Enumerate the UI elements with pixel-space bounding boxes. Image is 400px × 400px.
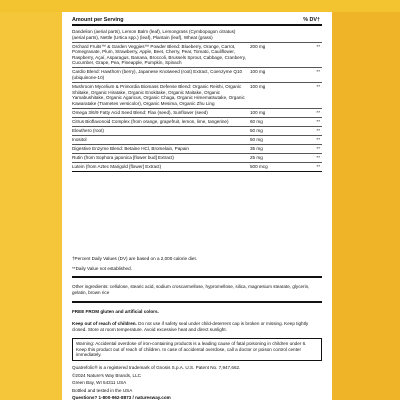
daily-value-header: % DV†	[303, 17, 320, 23]
ingredient-daily-value: **	[316, 43, 320, 49]
ingredient-name: Eleuthero (root)	[72, 127, 104, 133]
table-row	[72, 136, 322, 145]
right-background	[332, 12, 400, 400]
ingredient-name: Omega 3/6/9 Fatty Acid Seed Blend: Flax (seed), Sunflower (seed)	[72, 109, 208, 115]
ingredient-daily-value: **	[316, 136, 320, 142]
company-address: Green Bay, WI 54311 USA	[72, 380, 127, 386]
ingredient-name: Orchard Fruits™ & Garden Veggies™ Powder Blend: Blueberry, Orange, Carrot, Pomegranate, Plum, Strawberry, Apple, Beet, Cherry, Pear, Tomato, Cauliflower, Raspberry, Açaí, Asparagus, Banana, Broccoli, Brussels Sprout, Cabbage, Cranberry, Cucumber, Grape, Pea, Pineapple, Pumpkin, Spinach	[72, 43, 246, 66]
ingredient-name: Cardio Blend: Hawthorn (berry), Japanese Knotweed (root) Extract, Coenzyme Q10 (ubiquinone-10)	[72, 69, 243, 80]
ingredient-amount: 200 mg	[250, 43, 266, 49]
ingredient-daily-value: **	[316, 145, 320, 151]
ingredient-daily-value: **	[316, 154, 320, 160]
trademark-note: Quatrefolic® is a registered trademark of Gnosis S.p.A. U.S. Patent No. 7,947,662.	[72, 364, 241, 370]
ingredient-rows	[72, 28, 322, 172]
keep-out-notice	[72, 318, 322, 335]
ingredient-daily-value: **	[316, 163, 320, 169]
footnote-not-established: **Daily Value not established.	[72, 265, 132, 271]
left-background	[0, 12, 62, 400]
divider	[72, 301, 322, 303]
ingredient-name: Citrus Bioflavonoid Complex (from orange, grapefruit, lemon, lime, tangerine)	[72, 118, 229, 124]
other-ingredients: Other ingredients: cellulose, stearic acid, sodium croscarmellose, hypromellose, silica, magnesium stearate, glycerin, gelatin, brown rice	[72, 284, 310, 295]
ingredient-amount: 100 mg	[250, 69, 266, 75]
ingredient-amount: 50 mg	[250, 127, 263, 133]
footnote-dv: †Percent Daily Values (DV) are based on a 2,000 calorie diet.	[72, 256, 198, 261]
ingredient-amount: 50 mg	[250, 136, 263, 142]
table-row	[72, 163, 322, 172]
table-row	[72, 109, 322, 118]
amount-per-serving-header: Amount per Serving	[72, 17, 124, 23]
ingredient-name: Dandelion (aerial parts), Lemon Balm (leaf), Lemongrass (Cymbopogon citratus) (aerial parts), Nettle (Urtica spp.) (leaf), Plantain (leaf), Wheat (grass)	[72, 29, 236, 40]
ingredient-daily-value: **	[316, 83, 320, 89]
supplement-facts-label	[62, 12, 332, 400]
table-row	[72, 83, 322, 109]
ingredient-daily-value: **	[316, 118, 320, 124]
bottled-note: Bottled and tested in the USA	[72, 387, 133, 393]
ingredient-name: Inositol	[72, 136, 87, 142]
table-row	[72, 127, 322, 136]
table-row	[72, 68, 322, 83]
ingredient-amount: 60 mg	[250, 118, 263, 124]
ingredient-name: Digestive Enzyme Blend: Betaine HCl, Bromelain, Papain	[72, 145, 189, 151]
table-row	[72, 145, 322, 154]
keep-out-bold: Keep out of reach of children.	[72, 320, 137, 326]
table-row	[72, 118, 322, 127]
free-from: FREE FROM gluten and artificial colors.	[72, 309, 159, 315]
ingredient-amount: 500 mcg	[250, 163, 268, 169]
ingredient-daily-value: **	[316, 127, 320, 133]
ingredient-name: Mushroom Mycelium & Primordia Biomass Defense Blend: Organic Reishi, Organic Shiitake, Organic Hiratake, Organic Enokitake, Organic Maitake, Organic Yamabushitake, Organic Agaricus, Organic Chaga, Organic Himematsutake, Organic Kawaratake (Trametes versicolor), Organic Mesima, Organic Zhu Ling	[72, 83, 245, 106]
table-row	[72, 28, 322, 43]
ingredient-amount: 100 mg	[250, 83, 266, 89]
ingredient-name: Rutin (from Sophora japonica [flower bud] Extract)	[72, 154, 174, 160]
ingredient-name: Lutein (from Aztec Marigold [flower] Extract)	[72, 163, 162, 169]
ingredient-daily-value: **	[316, 109, 320, 115]
table-header	[72, 16, 322, 26]
table-row	[72, 154, 322, 163]
iron-warning-box: Warning: Accidental overdose of iron-containing products is a leading cause of fatal poisoning in children under 6. Keep this product out of reach of children. In case of accidental overdose, call a doctor or poison control center immediately.	[72, 338, 322, 361]
table-row	[72, 43, 322, 69]
label-footer	[72, 254, 322, 400]
ingredient-amount: 100 mg	[250, 109, 266, 115]
divider	[72, 276, 322, 278]
ingredient-amount: 35 mg	[250, 145, 263, 151]
questions-contact: Questions? 1-800-962-8873 / naturesway.com	[72, 395, 171, 400]
keep-out-text: Do not use if safety seal under child-deterrent cap is broken or missing. Keep tightly closed. Store at room temperature. Avoid excessive heat and direct sunlight.	[72, 320, 309, 332]
ingredient-daily-value: **	[316, 69, 320, 75]
copyright: ©2024 Nature's Way Brands, LLC	[72, 372, 141, 378]
ingredient-amount: 25 mg	[250, 154, 263, 160]
